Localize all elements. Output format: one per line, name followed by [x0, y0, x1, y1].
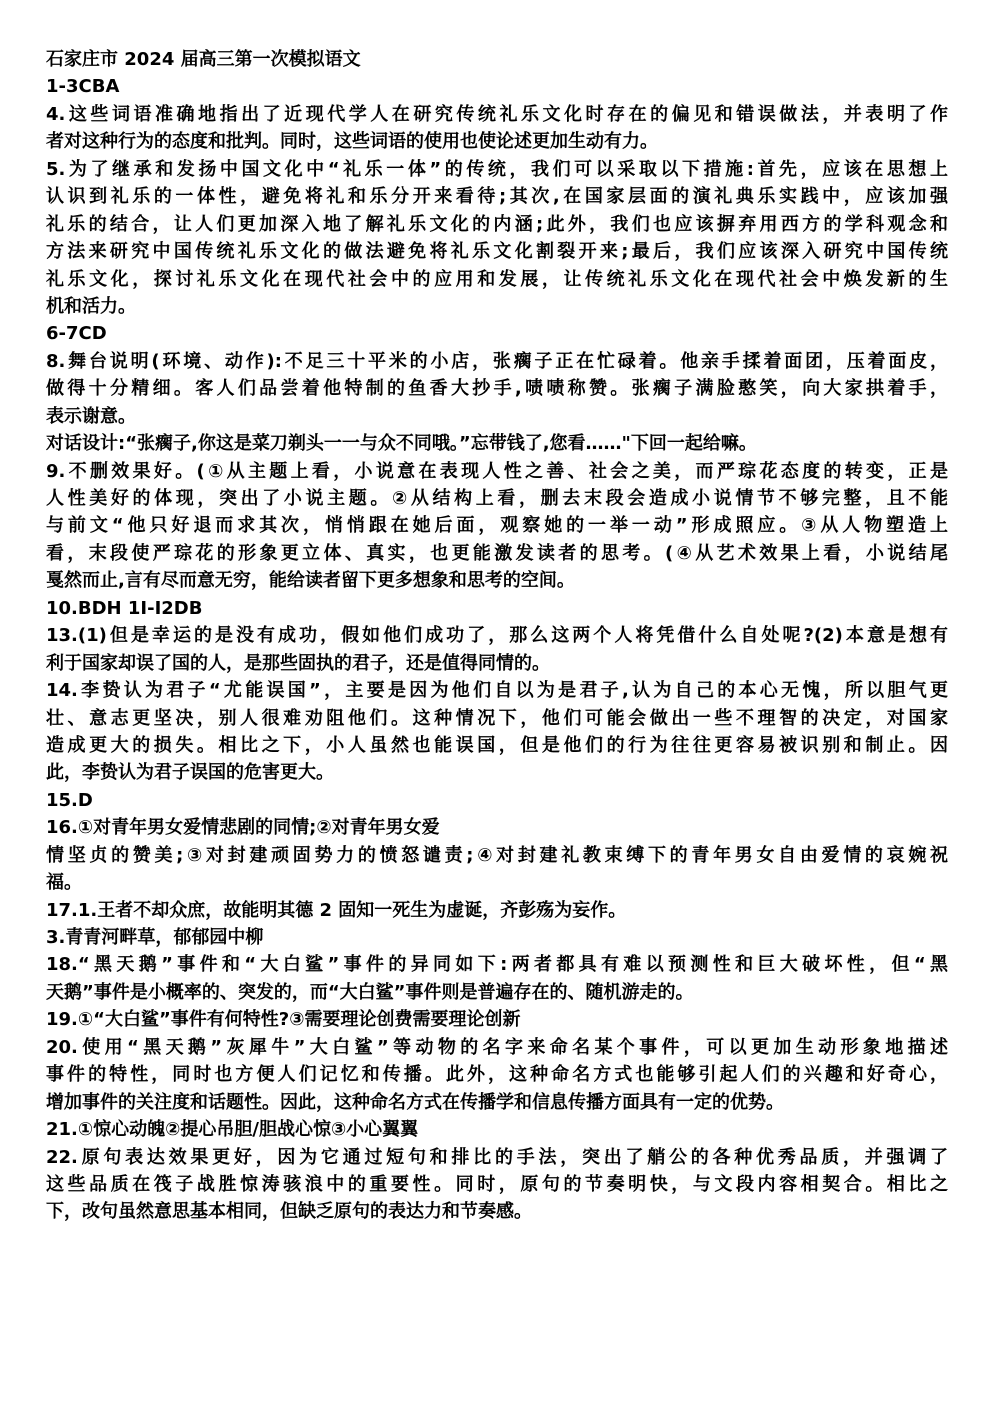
- document-title: 石家庄市 2024 届高三第一次模拟语文: [46, 49, 361, 70]
- text-line: 13.(1)但是幸运的是没有成功，假如他们成功了，那么这两个人将凭借什么自处呢?(2)本意是想有: [46, 625, 948, 647]
- text-line: 情坚贞的赞美;③对封建顽固势力的愤怒谴责;④对封建礼教束缚下的青年男女自由爱情的哀婉祝: [46, 844, 948, 866]
- text-line: 9.不删效果好。(①从主题上看，小说意在表现人性之善、社会之美，而严琮花态度的转变，正是: [46, 460, 948, 482]
- text-line: 壮、意志更坚决，别人很难劝阻他们。这种情况下，他们可能会做出一些不理智的决定，对国家: [46, 707, 948, 729]
- text-line: 利于国家却误了国的人，是那些固执的君子，还是值得同情的。: [46, 652, 550, 674]
- answer-document: [46, 46, 948, 1226]
- text-line: 18.“黑天鹅”事件和“大白鲨”事件的异同如下:两者都具有难以预测性和巨大破坏性，但“黑: [46, 954, 948, 976]
- text-line: 者对这种行为的态度和批判。同时，这些词语的使用也使论述更加生动有力。: [46, 131, 658, 153]
- text-line: 礼乐的结合，让人们更加深入地了解礼乐文化的内涵;此外，我们也应该摒弃用西方的学科观念和: [46, 213, 948, 235]
- text-line: 与前文“他只好退而求其次，悄悄跟在她后面，观察她的一举一动”形成照应。③从人物塑造上: [46, 515, 948, 537]
- text-line: 4.这些词语准确地指出了近现代学人在研究传统礼乐文化时存在的偏见和错误做法，并表明了作: [46, 103, 948, 125]
- text-line: 天鹅”事件是小概率的、突发的，而“大白鲨”事件则是普遍存在的、随机游走的。: [46, 981, 694, 1003]
- text-line: 16.①对青年男女爱情悲剧的同情;②对青年男女爱: [46, 817, 440, 839]
- text-line: 看，末段使严琮花的形象更立体、真实，也更能激发读者的思考。(④从艺术效果上看，小说结尾: [46, 542, 948, 564]
- text-line: 下，改句虽然意思基本相同，但缺乏原句的表达力和节奏感。: [46, 1201, 532, 1223]
- text-line: 此，李贽认为君子误国的危害更大。: [46, 762, 334, 784]
- text-line: 19.①“大白鲨”事件有何特性?③需要理论创费需要理论创新: [46, 1009, 521, 1031]
- text-line: 方法来研究中国传统礼乐文化的做法避免将礼乐文化割裂开来;最后，我们应该深入研究中国传统: [46, 241, 948, 263]
- text-line: 20.使用“黑天鹅”灰犀牛”大白鲨”等动物的名字来命名某个事件，可以更加生动形象地描述: [46, 1036, 948, 1058]
- text-line: 对话设计:“张瘸子,你这是菜刀剃头一一与众不同哦。”忘带钱了,您看……"下回一起给嘛。: [46, 433, 757, 455]
- text-line: 人性美好的体现，突出了小说主题。②从结构上看，删去末段会造成小说情节不够完整，且不能: [46, 488, 948, 509]
- text-line: 22.原句表达效果更好，因为它通过短句和排比的手法，突出了艄公的各种优秀品质，并强调了: [46, 1146, 948, 1168]
- text-line: 6-7CD: [46, 323, 107, 345]
- text-line: 表示谢意。: [46, 405, 136, 427]
- text-line: 这些品质在筏子战胜惊涛骇浪中的重要性。同时，原句的节奏明快，与文段内容相契合。相比之: [46, 1173, 948, 1195]
- text-line: 3.青青河畔草，郁郁园中柳: [46, 927, 264, 948]
- text-line: 认识到礼乐的一体性，避免将礼和乐分开来看待;其次,在国家层面的演礼典乐实践中，应该加强: [46, 186, 948, 208]
- text-line: 21.①惊心动魄②提心吊胆/胆战心惊③小心翼翼: [46, 1119, 419, 1141]
- text-line: 14.李贽认为君子“尤能误国”，主要是因为他们自以为是君子,认为自己的本心无愧，所以胆气更: [46, 680, 948, 702]
- text-line: 福。: [46, 872, 82, 894]
- text-line: 增加事件的关注度和话题性。因此，这种命名方式在传播学和信息传播方面具有一定的优势。: [46, 1091, 784, 1113]
- text-line: 8.舞台说明(环境、动作):不足三十平米的小店，张瘸子正在忙碌着。他亲手揉着面团，压着面皮，: [46, 350, 948, 372]
- text-line: 1-3CBA: [46, 76, 120, 98]
- text-line: 做得十分精细。客人们品尝着他特制的鱼香大抄手,啧啧称赞。张瘸子满脸憨笑，向大家拱着手，: [46, 378, 948, 400]
- text-line: 戛然而止,言有尽而意无穷，能给读者留下更多想象和思考的空间。: [46, 570, 575, 592]
- text-line: 5.为了继承和发扬中国文化中“礼乐一体”的传统，我们可以采取以下措施:首先，应该在思想上: [46, 158, 948, 180]
- text-line: 造成更大的损失。相比之下，小人虽然也能误国，但是他们的行为往往更容易被识别和制止。因: [46, 734, 948, 756]
- text-line: 事件的特性，同时也方便人们记忆和传播。此外，这种命名方式也能够引起人们的兴趣和好奇心，: [46, 1064, 948, 1086]
- text-line: 15.D: [46, 789, 93, 811]
- text-line: 17.1.王者不却众庶，故能明其德 2 固知一死生为虚诞，齐彭殇为妄作。: [46, 899, 627, 921]
- text-line: 礼乐文化，探讨礼乐文化在现代社会中的应用和发展，让传统礼乐文化在现代社会中焕发新的生: [46, 268, 948, 290]
- text-line: 机和活力。: [46, 295, 136, 317]
- text-line: 10.BDH 1I-I2DB: [46, 597, 203, 619]
